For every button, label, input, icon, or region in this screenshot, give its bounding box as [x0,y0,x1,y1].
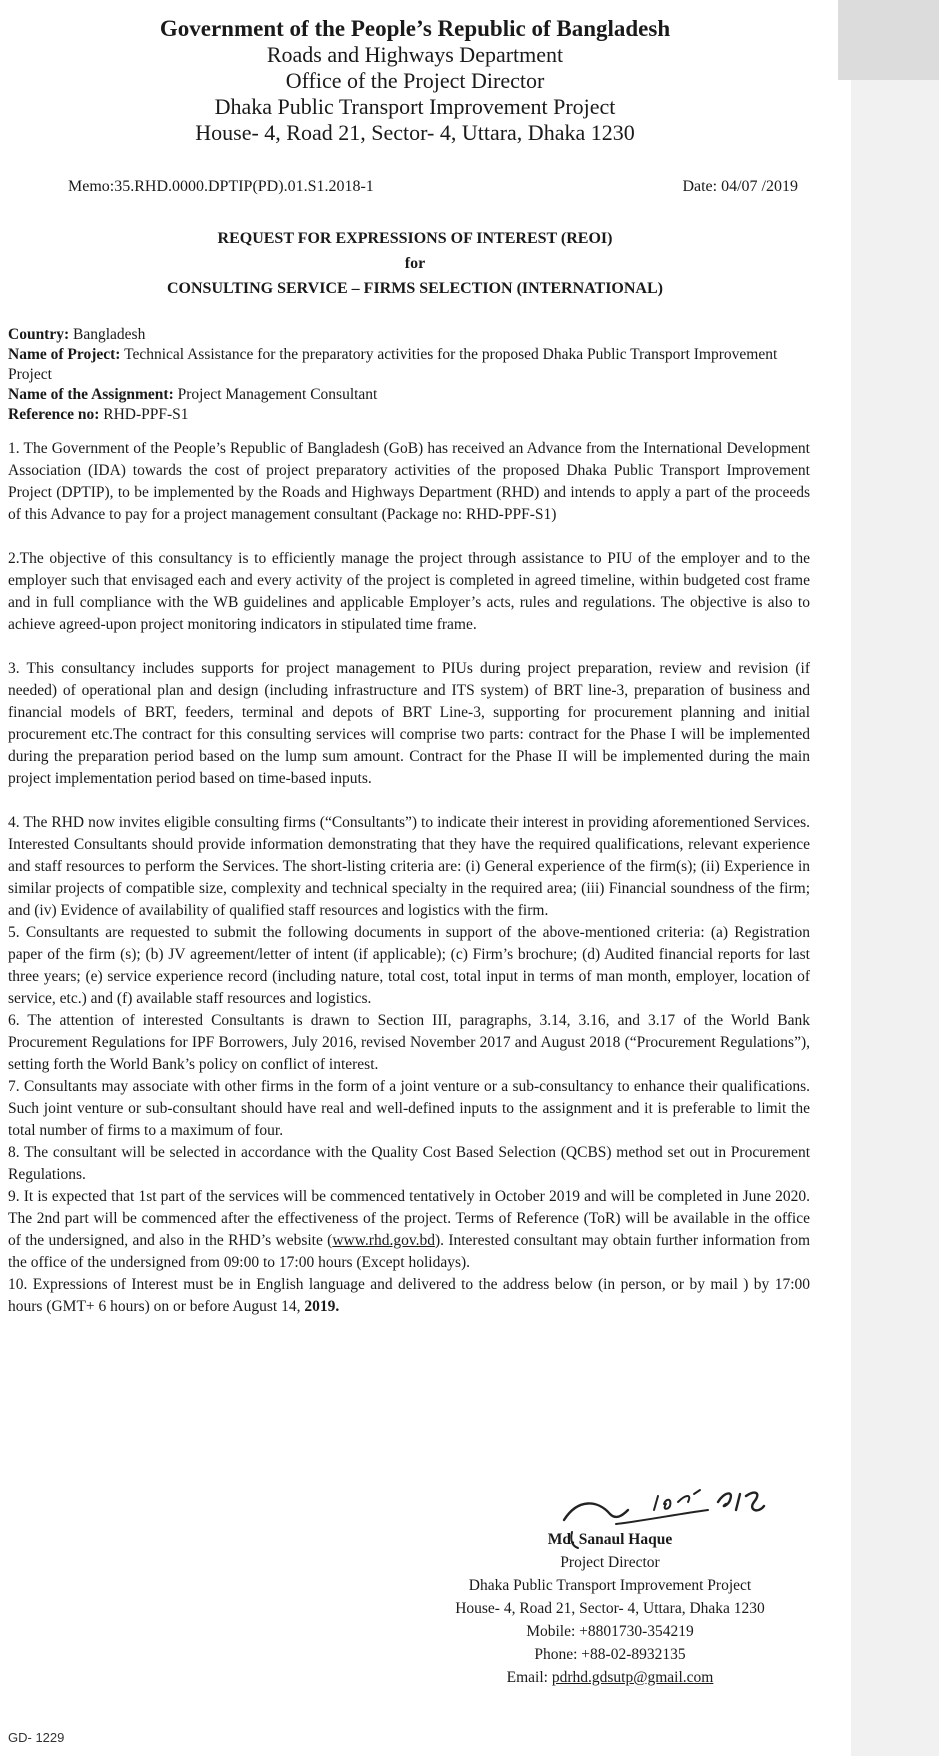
paragraph-4: 4. The RHD now invites eligible consulting firms (“Consultants”) to indicate their interest in providing aforementioned Services. Interested Consultants should provide information demonstrating that they have the required qualifications, relevant experience and staff resources to perform the Services. The short-listing criteria are: (i) General experience of the firm(s); (ii) Experience in similar projects of compatible size, complexity and technical specialty in the required area; (iii) Financial soundness of the firm; and (iv) Evidence of availability of qualified staff resources and logistics with the firm. [8,814,810,919]
assignment-row [8,385,808,405]
project-label: Name of Project: [8,346,121,363]
paragraph-3: 3. This consultancy includes supports for project management to PIUs during project preparation, review and revision (if needed) of operational plan and design (including infrastructure and ITS system) of BRT line-3, preparation of business and financial models of BRT, feeders, terminal and depots of BRT Line-3, supporting for procurement planning and initial procurement etc.The contract for this consulting services will comprise two parts: contract for the Phase I will be implemented during the preparation period based on the lump sum amount. Contract for the Phase II will be implemented during the main project implementation period based on time-based inputs. [8,660,810,787]
signature-block [400,1528,820,1689]
header-office: Office of the Project Director [285,68,545,93]
paragraph-9-text-a: 9. It is expected that 1st part of the services will be commenced tentatively in October 2019 and will be completed in June 2020. The 2nd part will be commenced after the effectiveness of the project. Terms of Reference (ToR) will be available in the office of the undersigned, and also in the RHD’s website ( [8,1188,810,1249]
country-row [8,325,808,345]
memo-row [68,178,798,196]
country-label: Country: [8,326,70,343]
paragraph-9 [8,1186,810,1274]
paragraph-2: 2.The objective of this consultancy is to efficiently manage the project through assistance to PIU of the employer and to the employer such that envisaged each and every activity of the project is completed in agreed timeline, within budgeted cost frame and in full compliance with the WB guidelines and applicable Employer’s acts, rules and regulations. The objective is also to achieve agreed-upon project monitoring indicators in stipulated time frame. [8,550,810,633]
header-department: Roads and Highways Department [266,42,564,67]
signatory-phone: Phone: +88-02-8932135 [534,1646,686,1663]
title-line-consulting: CONSULTING SERVICE – FIRMS SELECTION (INTERNATIONAL) [167,280,663,297]
signatory-email-row [400,1666,820,1689]
paragraph-6: 6. The attention of interested Consultants is drawn to Section III, paragraphs, 3.14, 3.16, and 3.17 of the World Bank Procurement Regulations for IPF Borrowers, July 2016, revised November 2017 and August 2018 (“Procurement Regulations”), setting forth the World Bank’s policy on conflict of interest. [8,1012,810,1073]
country-value: Bangladesh [73,326,146,343]
notice-body [8,438,810,1318]
rhd-website-link[interactable]: www.rhd.gov.bd [332,1232,435,1249]
title-line-for: for [404,255,426,272]
header-government: Government of the People’s Republic of Bangladesh [159,16,671,41]
paragraph-5: 5. Consultants are requested to submit the following documents in support of the above-mentioned criteria: (a) Registration paper of the firm (s); (b) JV agreement/letter of intent (if applicable); (c) Firm’s brochure; (d) Audited financial reports for last three years; (e) service experience record (including nature, total cost, total input in terms of man month, employer, location of service, etc.) and (f) available staff resources and logistics. [8,924,810,1007]
memo-number: Memo:35.RHD.0000.DPTIP(PD).01.S1.2018-1 [68,178,374,195]
paragraph-9-text-b: ). Interested consultant may obtain further information from the office of the undersigned from 09:00 to 17:00 hours (Except holidays). [8,1232,810,1271]
letterhead [20,16,810,146]
project-value: Technical Assistance for the preparatory activities for the proposed Dhaka Public Transport Improvement Project [8,346,778,383]
paragraph-10 [8,1274,810,1318]
signatory-name: Md. Sanaul Haque [547,1531,673,1548]
signatory-project: Dhaka Public Transport Improvement Project [468,1577,752,1594]
reference-row [8,405,808,425]
paragraph-1: 1. The Government of the People’s Republic of Bangladesh (GoB) has received an Advance from the International Development Association (IDA) towards the cost of project preparatory activities of the proposed Dhaka Public Transport Improvement Project (DPTIP), to be implemented by the Roads and Highways Department (RHD) and intends to apply a part of the proceeds of this Advance to pay for a project management consultant (Package no: RHD-PPF-S1) [8,440,810,523]
signatory-designation: Project Director [560,1554,660,1571]
scan-corner-patch [838,0,939,80]
signatory-address: House- 4, Road 21, Sector- 4, Uttara, Dhaka 1230 [455,1600,765,1617]
notice-title [20,226,810,301]
paragraph-10-text: 10. Expressions of Interest must be in English language and delivered to the address below (in person, or by mail ) by 17:00 hours (GMT+ 6 hours) on or before August 14, [8,1276,810,1315]
paragraph-7: 7. Consultants may associate with other firms in the form of a joint venture or a sub-consultancy to enhance their qualifications. Such joint venture or sub-consultant should have real and well-defined inputs to the assignment and it is preferable to limit the total number of firms to a maximum of four. [8,1078,810,1139]
reference-value: RHD-PPF-S1 [103,406,189,423]
paragraph-8: 8. The consultant will be selected in accordance with the Quality Cost Based Selection (QCBS) method set out in Procurement Regulations. [8,1144,810,1183]
scan-margin-strip [851,0,939,1756]
title-line-reoi: REQUEST FOR EXPRESSIONS OF INTEREST (REOI) [217,230,613,247]
paragraph-10-year: 2019. [304,1298,340,1315]
email-link[interactable]: pdrhd.gdsutp@gmail.com [551,1669,714,1686]
signatory-mobile: Mobile: +8801730-354219 [526,1623,694,1640]
reference-label: Reference no: [8,406,100,423]
project-info [8,325,808,425]
gd-code: GD- 1229 [8,1730,65,1745]
header-address: House- 4, Road 21, Sector- 4, Uttara, Dhaka 1230 [195,120,635,145]
assignment-label: Name of the Assignment: [8,386,174,403]
header-project: Dhaka Public Transport Improvement Project [214,94,616,119]
project-row [8,345,808,385]
memo-date: Date: 04/07 /2019 [682,178,798,195]
assignment-value: Project Management Consultant [177,386,378,403]
email-label: Email: [506,1669,552,1686]
